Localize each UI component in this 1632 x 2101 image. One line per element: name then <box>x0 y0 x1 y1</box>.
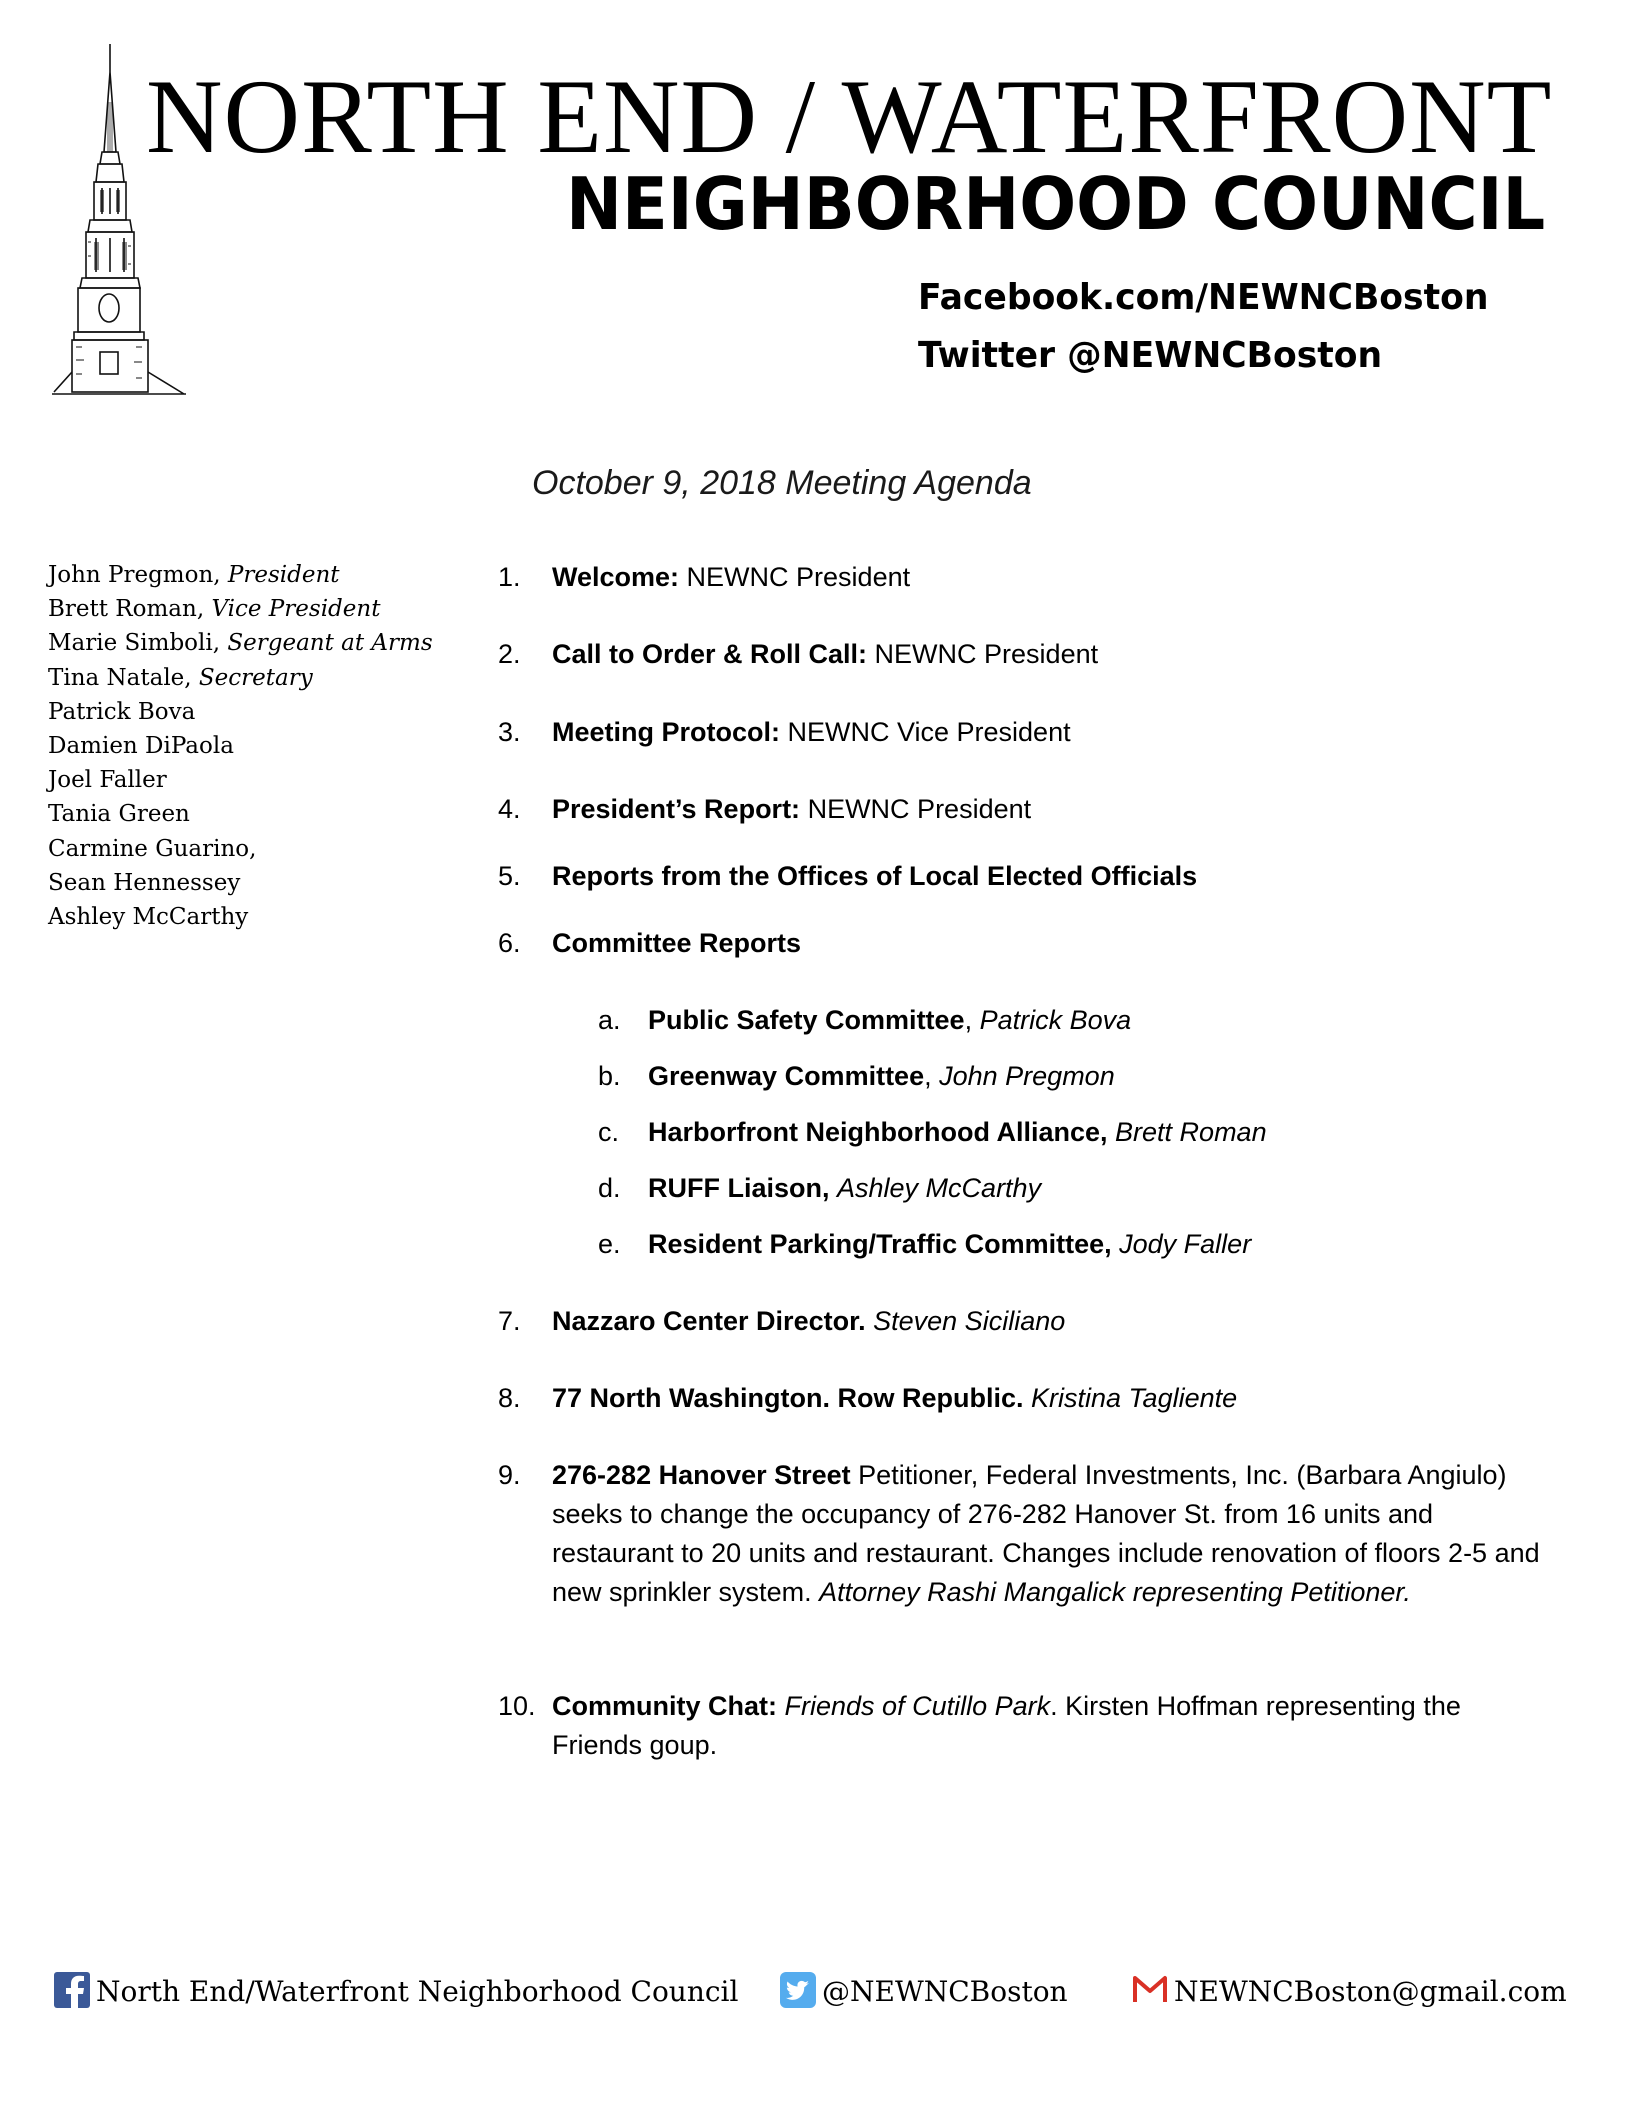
header-facebook-link[interactable]: Facebook.com/NEWNCBoston <box>918 277 1489 318</box>
header-twitter-handle[interactable]: Twitter @NEWNCBoston <box>918 335 1383 376</box>
meeting-title: October 9, 2018 Meeting Agenda <box>532 464 1032 502</box>
footer-twitter-label: @NEWNCBoston <box>822 1975 1068 2008</box>
member-item: Carmine Guarino, <box>48 835 257 862</box>
member-item: John Pregmon, President <box>48 562 340 588</box>
footer-facebook[interactable] <box>54 1972 738 2012</box>
member-role: Vice President <box>211 596 381 623</box>
member-role: Sergeant at Arms <box>227 630 433 657</box>
member-item: Brett Roman, Vice President <box>48 596 381 623</box>
council-title-line2: NEIGHBORHOOD COUNCIL <box>566 162 1546 246</box>
member-item: Marie Simboli, Sergeant at Arms <box>48 630 433 657</box>
member-list <box>48 558 468 934</box>
member-item: Joel Faller <box>48 767 167 794</box>
member-item: Patrick Bova <box>48 698 196 725</box>
gmail-icon <box>1132 1972 1168 2008</box>
member-item: Ashley McCarthy <box>48 904 249 931</box>
footer-email[interactable] <box>1132 1972 1567 2012</box>
twitter-icon <box>780 1972 816 2008</box>
member-item: Sean Hennessey <box>48 869 241 896</box>
footer-facebook-label: North End/Waterfront Neighborhood Council <box>96 1975 739 2008</box>
member-item: Damien DiPaola <box>48 733 234 760</box>
facebook-icon <box>54 1972 90 2008</box>
member-item: Tina Natale, Secretary <box>48 664 313 691</box>
footer-twitter[interactable] <box>780 1972 1068 2012</box>
member-item: Tania Green <box>48 801 190 828</box>
footer-email-label: NEWNCBoston@gmail.com <box>1174 1975 1567 2008</box>
member-role: Secretary <box>198 664 313 691</box>
member-role: President <box>227 562 340 588</box>
council-title-line1: NORTH END / WATERFRONT <box>146 58 1553 175</box>
